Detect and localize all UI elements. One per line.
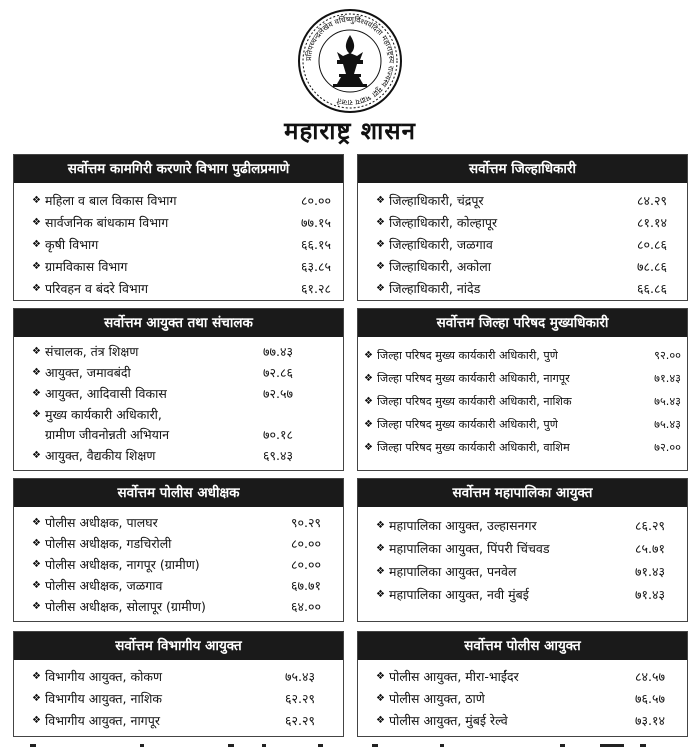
- section-card-best-collectors: [357, 154, 688, 301]
- bullet-icon: ❖: [32, 450, 41, 461]
- bullet-icon: ❖: [376, 520, 385, 531]
- bullet-icon: ❖: [32, 239, 41, 250]
- list-item: ❖ पोलीस अधीक्षक, जळगाव ६७.७१: [32, 578, 321, 593]
- list-item: ❖ पोलीस आयुक्त, मुंबई रेल्वे ७३.१४: [376, 713, 665, 728]
- list-item: ❖ जिल्हाधिकारी, कोल्हापूर ८१.१४: [376, 215, 667, 230]
- bullet-icon: ❖: [32, 261, 41, 272]
- bullet-icon: ❖: [364, 350, 373, 361]
- section-title: सर्वोत्तम विभागीय आयुक्त: [14, 632, 343, 660]
- bullet-icon: ❖: [376, 693, 385, 704]
- list-item: ❖ संचालक, तंत्र शिक्षण ७७.४३: [32, 344, 293, 359]
- list-item: ❖ महापालिका आयुक्त, पनवेल ७१.४३: [376, 564, 665, 579]
- list-item: ❖ जिल्हा परिषद मुख्य कार्यकारी अधिकारी, नाशिक ७५.४३: [364, 395, 681, 408]
- list-item: ❖ जिल्हाधिकारी, जळगाव ८०.८६: [376, 237, 667, 252]
- section-card-best-police-superintendents: [13, 478, 344, 622]
- section-card-best-police-commissioners: [357, 631, 688, 737]
- list-item: ❖ पोलीस अधीक्षक, सोलापूर (ग्रामीण) ६४.००: [32, 599, 321, 614]
- bullet-icon: ❖: [376, 543, 385, 554]
- bullet-icon: ❖: [364, 419, 373, 430]
- bullet-icon: ❖: [376, 566, 385, 577]
- bullet-icon: ❖: [376, 283, 385, 294]
- list-item: ❖ पोलीस आयुक्त, ठाणे ७६.५७: [376, 691, 665, 706]
- bullet-icon: ❖: [32, 409, 41, 420]
- bullet-icon: ❖: [32, 217, 41, 228]
- list-item: ❖ ग्रामविकास विभाग ६३.८५: [32, 259, 331, 274]
- bullet-icon: ❖: [32, 538, 41, 549]
- list-item: ❖ जिल्हा परिषद मुख्य कार्यकारी अधिकारी, नागपूर ७१.४३: [364, 372, 681, 385]
- section-card-best-zp-ceos: [357, 308, 688, 471]
- bullet-icon: ❖: [364, 396, 373, 407]
- list-item: ❖ पोलीस आयुक्त, मीरा-भाईंदर ८४.५७: [376, 669, 665, 684]
- list-item: ❖ महापालिका आयुक्त, उल्हासनगर ८६.२९: [376, 518, 665, 533]
- bullet-icon: ❖: [32, 346, 41, 357]
- bullet-icon: ❖: [364, 442, 373, 453]
- list-item: ❖ आयुक्त, जमावबंदी ७२.८६: [32, 365, 293, 380]
- list-item: ❖ मुख्य कार्यकारी अधिकारी,: [32, 407, 162, 422]
- bullet-icon: ❖: [376, 239, 385, 250]
- bullet-icon: ❖: [32, 283, 41, 294]
- section-title: सर्वोत्तम कामगिरी करणारे विभाग पुढीलप्रमाणे: [14, 155, 343, 183]
- government-seal: [297, 8, 403, 114]
- bullet-icon: ❖: [376, 715, 385, 726]
- bullet-icon: ❖: [32, 388, 41, 399]
- section-card-best-divisional-commissioners: [13, 631, 344, 737]
- bullet-icon: ❖: [32, 693, 41, 704]
- section-title: सर्वोत्तम पोलीस अधीक्षक: [14, 479, 343, 507]
- section-card-best-departments: [13, 154, 344, 301]
- list-item: ❖ जिल्हा परिषद मुख्य कार्यकारी अधिकारी, पुणे ९२.००: [364, 349, 681, 362]
- bullet-icon: ❖: [32, 601, 41, 612]
- list-item: ❖ महापालिका आयुक्त, नवी मुंबई ७१.४३: [376, 587, 665, 602]
- section-card-best-municipal-commissioners: [357, 478, 688, 622]
- bullet-icon: ❖: [32, 671, 41, 682]
- list-item: ❖ आयुक्त, वैद्यकीय शिक्षण ६९.४३: [32, 448, 293, 463]
- list-item: ❖ महापालिका आयुक्त, पिंपरी चिंचवड ८५.७१: [376, 541, 665, 556]
- section-title: सर्वोत्तम महापालिका आयुक्त: [358, 479, 687, 507]
- list-item: ❖ सार्वजनिक बांधकाम विभाग ७७.१५: [32, 215, 331, 230]
- cropped-text-strip: [0, 742, 700, 749]
- bullet-icon: ❖: [376, 671, 385, 682]
- bullet-icon: ❖: [32, 580, 41, 591]
- list-item: ❖ जिल्हाधिकारी, चंद्रपूर ८४.२९: [376, 193, 667, 208]
- bullet-icon: ❖: [32, 195, 41, 206]
- list-item: ❖ आयुक्त, आदिवासी विकास ७२.५७: [32, 386, 293, 401]
- list-item: ❖ जिल्हाधिकारी, अकोला ७८.८६: [376, 259, 667, 274]
- list-item: ❖ विभागीय आयुक्त, नाशिक ६२.२९: [32, 691, 315, 706]
- section-card-best-commissioners-directors: [13, 308, 344, 471]
- bullet-icon: ❖: [32, 517, 41, 528]
- list-item: ❖ पोलीस अधीक्षक, नागपूर (ग्रामीण) ८०.००: [32, 557, 321, 572]
- list-item: ❖ जिल्हाधिकारी, नांदेड ६६.८६: [376, 281, 667, 296]
- list-item: ❖ कृषी विभाग ६६.१५: [32, 237, 331, 252]
- list-item: ❖ विभागीय आयुक्त, नागपूर ६२.२९: [32, 713, 315, 728]
- section-title: सर्वोत्तम आयुक्त तथा संचालक: [14, 309, 343, 337]
- bullet-icon: ❖: [32, 559, 41, 570]
- section-title: सर्वोत्तम पोलीस आयुक्त: [358, 632, 687, 660]
- section-title: सर्वोत्तम जिल्हा परिषद मुख्यधिकारी: [358, 309, 687, 337]
- bullet-icon: ❖: [32, 715, 41, 726]
- bullet-icon: ❖: [32, 367, 41, 378]
- bullet-icon: ❖: [376, 589, 385, 600]
- bullet-icon: ❖: [376, 195, 385, 206]
- bullet-icon: ❖: [376, 261, 385, 272]
- list-item: ❖ परिवहन व बंदरे विभाग ६१.२८: [32, 281, 331, 296]
- list-item: ❖ पोलीस अधीक्षक, पालघर ९०.२९: [32, 515, 321, 530]
- list-item: ❖ विभागीय आयुक्त, कोकण ७५.४३: [32, 669, 315, 684]
- section-title: सर्वोत्तम जिल्हाधिकारी: [358, 155, 687, 183]
- list-item-continued: ग्रामीण जीवनोन्नती अभियान ७०.१८: [45, 427, 293, 442]
- seal-text: प्रतिपच्चन्द्रलेखेव वर्धिष्णुर्विश्ववंदिता महाराष्ट्रस्य राज्यस्य मुद्रा भद्राय राजते: [303, 14, 397, 108]
- page-title: महाराष्ट्र शासन: [284, 117, 416, 145]
- bullet-icon: ❖: [376, 217, 385, 228]
- list-item: ❖ पोलीस अधीक्षक, गडचिरोली ८०.००: [32, 536, 321, 551]
- list-item: ❖ जिल्हा परिषद मुख्य कार्यकारी अधिकारी, वाशिम ७२.००: [364, 441, 681, 454]
- list-item: ❖ जिल्हा परिषद मुख्य कार्यकारी अधिकारी, पुणे ७५.४३: [364, 418, 681, 431]
- bullet-icon: ❖: [364, 373, 373, 384]
- list-item: ❖ महिला व बाल विकास विभाग ८०.००: [32, 193, 331, 208]
